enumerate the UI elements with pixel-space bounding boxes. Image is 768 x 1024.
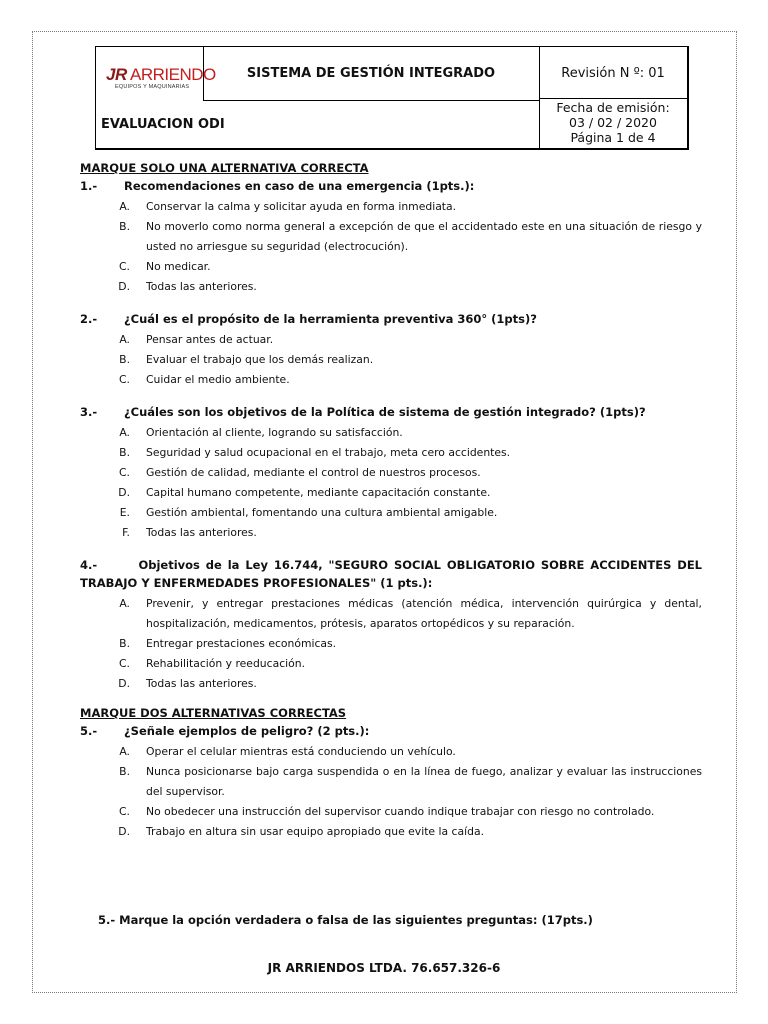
option-text: Prevenir, y entregar prestaciones médicas (atención médica, intervención quirúrgica y dental, hospitalización, medicamentos, prótesis, aparatos ortopédicos y su reparación. bbox=[146, 597, 702, 630]
option-text: Conservar la calma y solicitar ayuda en forma inmediata. bbox=[146, 200, 457, 213]
option-text: Gestión de calidad, mediante el control de nuestros procesos. bbox=[146, 466, 481, 479]
quiz-content bbox=[80, 160, 702, 842]
option-list bbox=[80, 594, 702, 694]
question-text: Recomendaciones en caso de una emergencia (1pts.): bbox=[124, 179, 475, 193]
option-item[interactable] bbox=[80, 350, 702, 370]
issue-date-value: 03 / 02 / 2020 bbox=[569, 115, 657, 130]
option-list bbox=[80, 330, 702, 390]
option-text: Nunca posicionarse bajo carga suspendida o en la línea de fuego, analizar y evaluar las instrucciones del supervisor. bbox=[146, 765, 702, 798]
question-text: ¿Cuál es el propósito de la herramienta preventiva 360° (1pts)? bbox=[124, 312, 537, 326]
option-text: Rehabilitación y reeducación. bbox=[146, 657, 306, 670]
option-text: Cuidar el medio ambiente. bbox=[146, 373, 290, 386]
option-text: Entregar prestaciones económicas. bbox=[146, 637, 337, 650]
option-item[interactable] bbox=[80, 674, 702, 694]
option-letter: A. bbox=[119, 200, 130, 213]
option-letter: D. bbox=[118, 280, 130, 293]
logo-jr: JR bbox=[106, 65, 127, 84]
question-number: 4.- bbox=[80, 558, 98, 572]
page-footer: JR ARRIENDOS LTDA. 76.657.326-6 bbox=[267, 961, 501, 975]
page-number: Página 1 de 4 bbox=[570, 130, 656, 145]
option-item[interactable] bbox=[80, 742, 702, 762]
company-logo bbox=[106, 65, 216, 99]
option-letter: D. bbox=[118, 677, 130, 690]
option-letter: C. bbox=[119, 260, 130, 273]
logo-subtitle: EQUIPOS Y MAQUINARIAS bbox=[115, 84, 190, 90]
option-letter: D. bbox=[118, 486, 130, 499]
option-letter: C. bbox=[119, 466, 130, 479]
question-text: Objetivos de la Ley 16.744, "SEGURO SOCIAL OBLIGATORIO SOBRE ACCIDENTES DEL TRABAJO Y ENFERMEDADES PROFESIONALES" (1 pts.): bbox=[80, 558, 703, 590]
option-letter: C. bbox=[119, 805, 130, 818]
option-item[interactable] bbox=[80, 330, 702, 350]
header-divider bbox=[203, 100, 539, 101]
section-heading: MARQUE SOLO UNA ALTERNATIVA CORRECTA bbox=[80, 161, 369, 175]
option-item[interactable] bbox=[80, 634, 702, 654]
option-letter: A. bbox=[119, 426, 130, 439]
option-text: Capital humano competente, mediante capacitación constante. bbox=[146, 486, 491, 499]
option-item[interactable] bbox=[80, 217, 702, 257]
section-heading: MARQUE DOS ALTERNATIVAS CORRECTAS bbox=[80, 706, 347, 720]
closing-question: 5.- Marque la opción verdadera o falsa de las siguientes preguntas: (17pts.) bbox=[98, 913, 593, 927]
option-item[interactable] bbox=[80, 483, 702, 503]
option-item[interactable] bbox=[80, 503, 702, 523]
option-text: No moverlo como norma general a excepción de que el accidentado este en una situación de riesgo y usted no arriesgue su seguridad (electrocución). bbox=[146, 220, 702, 253]
option-item[interactable] bbox=[80, 802, 702, 822]
document-header bbox=[95, 46, 689, 150]
option-item[interactable] bbox=[80, 822, 702, 842]
revision-number: Revisión N º: 01 bbox=[561, 66, 665, 81]
option-text: Pensar antes de actuar. bbox=[146, 333, 274, 346]
option-list bbox=[80, 197, 702, 297]
option-item[interactable] bbox=[80, 423, 702, 443]
option-item[interactable] bbox=[80, 197, 702, 217]
option-item[interactable] bbox=[80, 443, 702, 463]
option-item[interactable] bbox=[80, 654, 702, 674]
question-text: ¿Cuáles son los objetivos de la Política de sistema de gestión integrado? (1pts)? bbox=[124, 405, 646, 419]
option-letter: B. bbox=[119, 765, 130, 778]
option-letter: C. bbox=[119, 373, 130, 386]
option-text: Evaluar el trabajo que los demás realizan. bbox=[146, 353, 374, 366]
issue-date-block bbox=[539, 100, 687, 145]
option-item[interactable] bbox=[80, 257, 702, 277]
question bbox=[80, 403, 702, 421]
option-text: Trabajo en altura sin usar equipo apropiado que evite la caída. bbox=[146, 825, 485, 838]
question-text: ¿Señale ejemplos de peligro? (2 pts.): bbox=[124, 724, 370, 738]
document-title: EVALUACION ODI bbox=[101, 117, 225, 132]
option-text: Todas las anteriores. bbox=[146, 526, 257, 539]
option-list bbox=[80, 742, 702, 842]
system-title: SISTEMA DE GESTIÓN INTEGRADO bbox=[246, 66, 496, 81]
option-letter: C. bbox=[119, 657, 130, 670]
option-text: Seguridad y salud ocupacional en el trabajo, meta cero accidentes. bbox=[146, 446, 511, 459]
option-text: Todas las anteriores. bbox=[146, 280, 257, 293]
option-letter: A. bbox=[119, 745, 130, 758]
option-item[interactable] bbox=[80, 594, 702, 634]
option-letter: B. bbox=[119, 353, 130, 366]
question-number: 3.- bbox=[80, 405, 98, 419]
option-text: Orientación al cliente, logrando su satisfacción. bbox=[146, 426, 403, 439]
logo-name: ARRIENDO bbox=[130, 65, 216, 84]
option-letter: A. bbox=[119, 597, 130, 610]
option-text: No obedecer una instrucción del supervisor cuando indique trabajar con riesgo no controlado. bbox=[146, 805, 655, 818]
option-letter: E. bbox=[119, 506, 130, 519]
question-number: 1.- bbox=[80, 179, 98, 193]
question bbox=[80, 177, 702, 195]
option-list bbox=[80, 423, 702, 543]
option-letter: D. bbox=[118, 825, 130, 838]
option-item[interactable] bbox=[80, 463, 702, 483]
option-item[interactable] bbox=[80, 370, 702, 390]
option-text: No medicar. bbox=[146, 260, 211, 273]
option-text: Operar el celular mientras está conduciendo un vehículo. bbox=[146, 745, 456, 758]
option-item[interactable] bbox=[80, 523, 702, 543]
question-number: 5.- bbox=[80, 724, 98, 738]
question bbox=[80, 556, 702, 592]
question-number: 2.- bbox=[80, 312, 98, 326]
option-item[interactable] bbox=[80, 762, 702, 802]
option-letter: A. bbox=[119, 333, 130, 346]
issue-date-label: Fecha de emisión: bbox=[556, 100, 670, 115]
option-letter: B. bbox=[119, 446, 130, 459]
question bbox=[80, 722, 702, 740]
question bbox=[80, 310, 702, 328]
option-letter: F. bbox=[122, 526, 130, 539]
option-letter: B. bbox=[119, 220, 130, 233]
option-letter: B. bbox=[119, 637, 130, 650]
header-divider bbox=[539, 98, 687, 99]
option-item[interactable] bbox=[80, 277, 702, 297]
option-text: Gestión ambiental, fomentando una cultura ambiental amigable. bbox=[146, 506, 498, 519]
option-text: Todas las anteriores. bbox=[146, 677, 257, 690]
